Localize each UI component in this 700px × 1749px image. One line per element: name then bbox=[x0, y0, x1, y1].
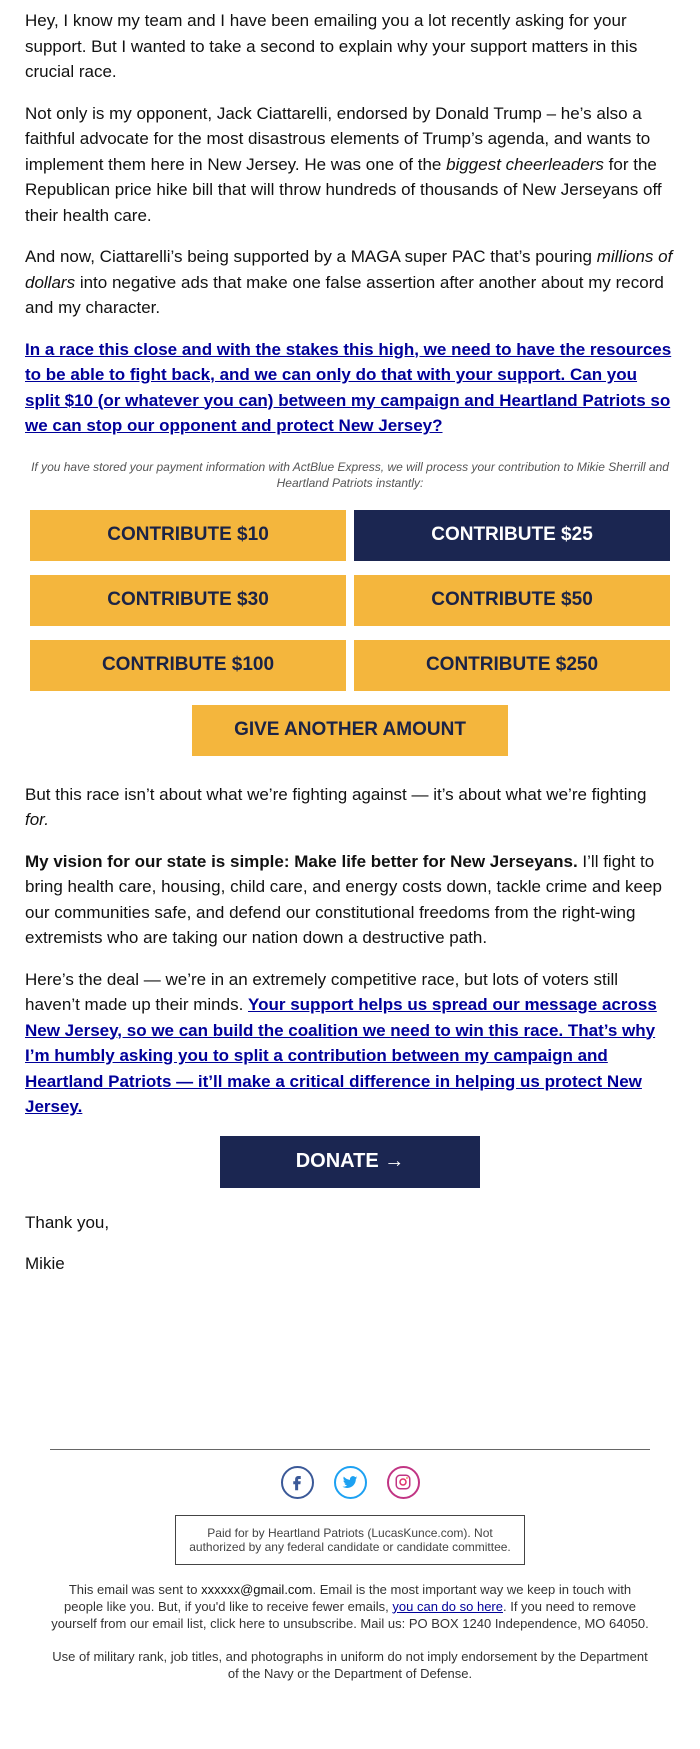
contribute-30-button[interactable]: CONTRIBUTE $30 bbox=[30, 575, 346, 626]
contribute-250-button[interactable]: CONTRIBUTE $250 bbox=[354, 640, 670, 691]
signoff-name: Mikie bbox=[25, 1254, 65, 1273]
facebook-icon[interactable] bbox=[281, 1466, 314, 1499]
body-paragraph-5: My vision for our state is simple: Make life better for New Jerseyans. I’ll fight to bring health care, housing, child care, and energy costs down, tackle crime and keep our communities safe, and defend our constitutional freedoms from the right-wing extremists who are taking our nation down a destructive path. bbox=[25, 851, 662, 947]
body-paragraph-6: Here’s the deal — we’re in an extremely competitive race, but lots of voters still haven’t made up their minds. Your support helps us spread our message across New Jersey, so we can build the coalition we need to win this race. That’s why I’m humbly asking you to split a contribution between my campaign and Heartland Patriots — it’ll make a critical difference in helping us protect New Jersey. bbox=[25, 969, 657, 1116]
intro-paragraph-1: Hey, I know my team and I have been emailing you a lot recently asking for your support. But I wanted to take a second to explain why your support matters in this crucial race. bbox=[25, 11, 638, 81]
contribute-25-button[interactable]: CONTRIBUTE $25 bbox=[354, 510, 670, 561]
body-paragraph-4: But this race isn’t about what we’re fighting against — it’s about what we’re fighting for. bbox=[25, 784, 647, 829]
donate-button[interactable]: DONATE → bbox=[220, 1136, 480, 1188]
twitter-icon[interactable] bbox=[334, 1466, 367, 1499]
footer bbox=[0, 1449, 700, 1682]
military-disclaimer: Use of military rank, job titles, and photographs in uniform do not imply endorsement by the Department of the Navy or the Department of Defense. bbox=[52, 1648, 648, 1681]
emphasis-for: for. bbox=[25, 810, 49, 829]
fewer-emails-link[interactable]: you can do so here bbox=[392, 1598, 503, 1614]
instagram-icon[interactable] bbox=[387, 1466, 420, 1499]
footer-divider bbox=[50, 1449, 650, 1450]
give-another-amount-button[interactable]: GIVE ANOTHER AMOUNT bbox=[192, 705, 508, 756]
contribute-50-button[interactable]: CONTRIBUTE $50 bbox=[354, 575, 670, 626]
intro-paragraph-2: Not only is my opponent, Jack Ciattarelli, endorsed by Donald Trump – he’s also a faithful advocate for the most disastrous elements of Trump’s agenda, and wants to implement them here in New Jersey. He was one of the biggest cheerleaders for the Republican price hike bill that will throw hundreds of thousands of New Jerseyans off their health care. bbox=[25, 103, 662, 225]
signoff-thanks: Thank you, bbox=[25, 1212, 110, 1232]
main-cta-paragraph bbox=[25, 337, 675, 439]
footer-email-info: This email was sent to xxxxxx@gmail.com. Email is the most important way we keep in touch with people like you. But, if you'd like to receive fewer emails, you can do so here. If you need to remove yourself from our email list, click here to unsubscribe. Mail us: PO BOX 1240 Independence, MO 64050. bbox=[51, 1581, 649, 1631]
contribute-10-button[interactable]: CONTRIBUTE $10 bbox=[30, 510, 346, 561]
social-links bbox=[0, 1466, 700, 1499]
main-cta-link[interactable]: In a race this close and with the stakes this high, we need to have the resources to be able to fight back, and we can only do that with your support. Can you split $10 (or whatever you can) between my campaign and Heartland Patriots so we can stop our opponent and protect New Jersey? bbox=[25, 339, 672, 435]
intro-paragraph-3: And now, Ciattarelli’s being supported by a MAGA super PAC that’s pouring millions of dollars into negative ads that make one false assertion after another about my record and my character. bbox=[25, 247, 673, 317]
recipient-email: xxxxxx@gmail.com bbox=[201, 1581, 313, 1597]
paid-for-disclaimer: Paid for by Heartland Patriots (LucasKunce.com). Not authorized by any federal candidate or candidate committee. bbox=[175, 1515, 525, 1565]
emphasis-millions: millions of dollars bbox=[25, 247, 673, 292]
actblue-express-note: If you have stored your payment information with ActBlue Express, we will process your contribution to Mikie Sherrill and Heartland Patriots instantly: bbox=[31, 459, 669, 490]
emphasis-biggest-cheerleaders: biggest cheerleaders bbox=[446, 154, 604, 174]
contribution-buttons bbox=[25, 510, 675, 691]
contribute-100-button[interactable]: CONTRIBUTE $100 bbox=[30, 640, 346, 691]
vision-statement: My vision for our state is simple: Make life better for New Jerseyans. bbox=[25, 851, 578, 871]
support-cta-link[interactable]: Your support helps us spread our message across New Jersey, so we can build the coalition we need to win this race. That’s why I’m humbly asking you to split a contribution between my campaign and Heartland Patriots — it’ll make a critical difference in helping us protect New Jersey. bbox=[25, 995, 657, 1116]
